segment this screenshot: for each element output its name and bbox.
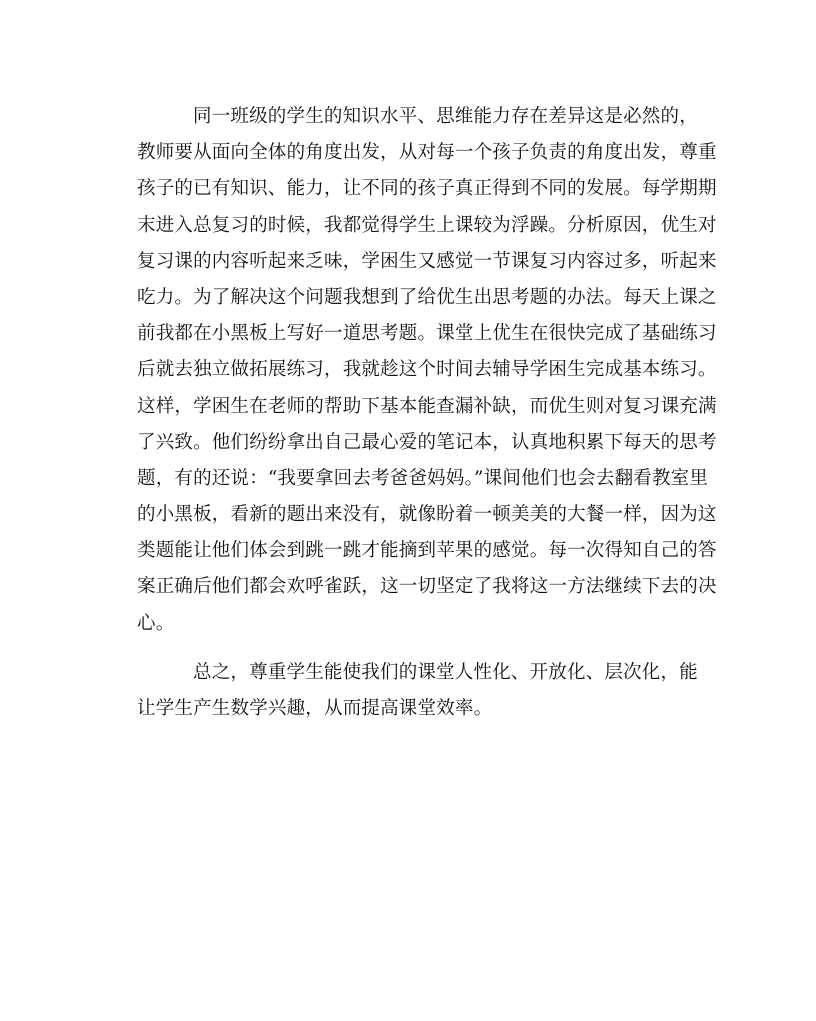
text-line: 了兴致。他们纷纷拿出自己最心爱的笔记本，认真地积累下每天的思考 (137, 431, 717, 453)
text-line: 孩子的已有知识、能力，让不同的孩子真正得到不同的发展。每学期期 (137, 178, 717, 200)
text-line: 吃力。为了解决这个问题我想到了给优生出思考题的办法。每天上课之 (137, 286, 717, 308)
text-line: 的小黑板，看新的题出来没有，就像盼着一顿美美的大餐一样，因为这 (137, 504, 717, 526)
text-line: 后就去独立做拓展练习，我就趁这个时间去辅导学困生完成基本练习。 (137, 359, 717, 381)
paragraph-spacer (137, 642, 693, 655)
text-line: 复习课的内容听起来乏味，学困生又感觉一节课复习内容过多，听起来 (137, 250, 717, 272)
text-line: 前我都在小黑板上写好一道思考题。课堂上优生在很快完成了基础练习 (137, 323, 717, 345)
text-line: 让学生产生数学兴趣，从而提高课堂效率。 (137, 698, 493, 719)
document-body (137, 99, 717, 727)
text-line: 心。 (137, 612, 175, 634)
text-line: 教师要从面向全体的角度出发，从对每一个孩子负责的角度出发，尊重 (137, 142, 717, 164)
text-line: 末进入总复习的时候，我都觉得学生上课较为浮躁。分析原因，优生对 (137, 214, 717, 236)
text-line: 类题能让他们体会到跳一跳才能摘到苹果的感觉。每一次得知自己的答 (137, 540, 717, 562)
text-line: 这样，学困生在老师的帮助下基本能查漏补缺，而优生则对复习课充满 (137, 395, 717, 417)
text-line: 同一班级的学生的知识水平、思维能力存在差异这是必然的， (193, 106, 698, 127)
paragraph-1 (137, 99, 717, 642)
text-line: 题，有的还说：“我要拿回去考爸爸妈妈。”课间他们也会去翻看教室里 (137, 467, 709, 489)
text-line: 案正确后他们都会欢呼雀跃，这一切坚定了我将这一方法继续下去的决 (137, 576, 717, 598)
text-line: 总之，尊重学生能使我们的课堂人性化、开放化、层次化，能 (193, 661, 698, 683)
paragraph-2 (137, 655, 698, 727)
